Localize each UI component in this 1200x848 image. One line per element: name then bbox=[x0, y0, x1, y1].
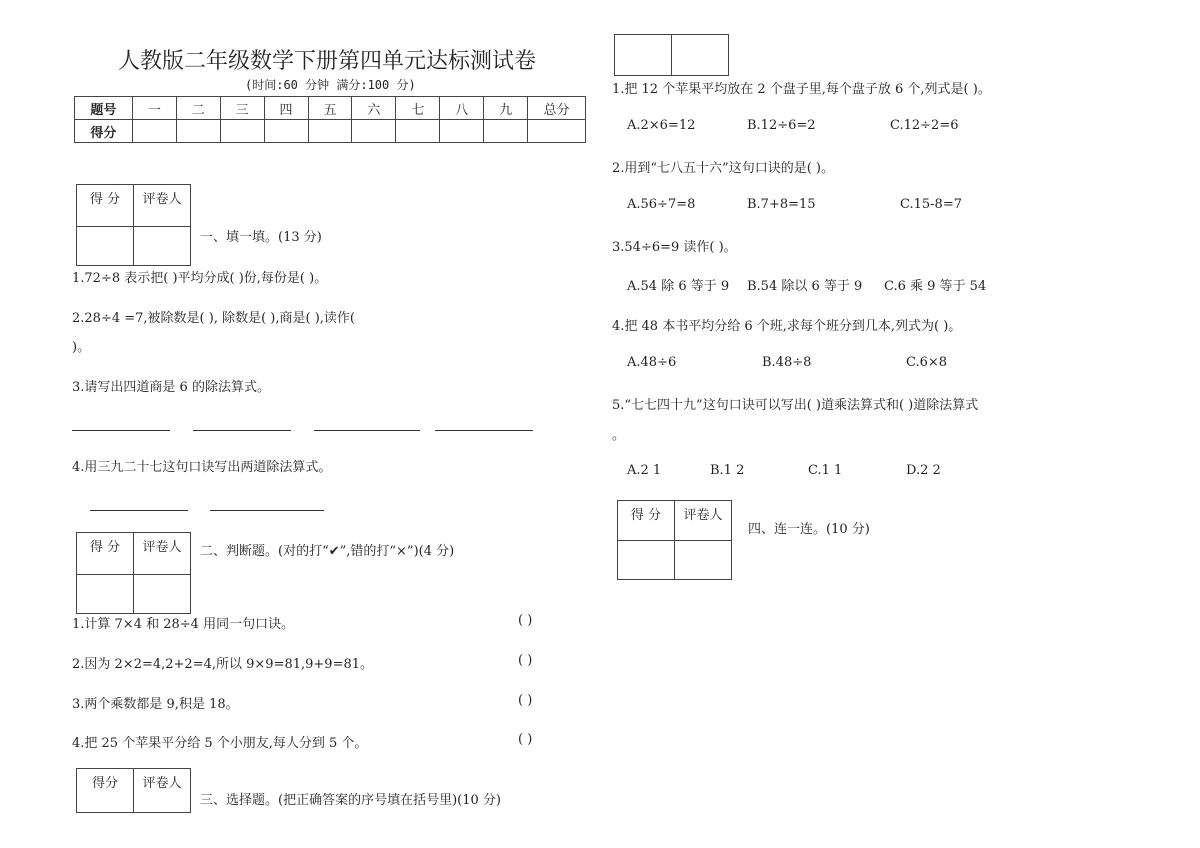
grader-score-cell[interactable] bbox=[615, 35, 672, 76]
score-table-cell: 总分 bbox=[528, 97, 586, 120]
choice-option[interactable]: C.1 1 bbox=[808, 463, 843, 478]
score-table-cell: 题号 bbox=[75, 97, 133, 120]
choice-option[interactable]: A.2×6=12 bbox=[627, 118, 696, 133]
choice-option[interactable]: D.2 2 bbox=[906, 463, 941, 478]
section1-q3: 3.请写出四道商是 6 的除法算式。 bbox=[72, 380, 270, 395]
section4-heading: 四、连一连。(10 分) bbox=[748, 522, 870, 537]
grader-box-section3 bbox=[76, 768, 191, 813]
grader-name-label: 评卷人 bbox=[134, 533, 191, 575]
section3-heading: 三、选择题。(把正确答案的序号填在括号里)(10 分) bbox=[200, 793, 501, 808]
grader-score-cell[interactable] bbox=[618, 541, 675, 580]
grader-name-cell[interactable] bbox=[675, 541, 732, 580]
choice-option[interactable]: B.7+8=15 bbox=[747, 197, 816, 212]
answer-parens[interactable]: ( ) bbox=[518, 732, 533, 747]
judge-item: 1.计算 7×4 和 28÷4 用同一句口诀。 bbox=[72, 617, 295, 632]
score-table-cell: 九 bbox=[484, 97, 528, 120]
section2-heading: 二、判断题。(对的打“✔”,错的打“×”)(4 分) bbox=[200, 544, 455, 559]
answer-line[interactable] bbox=[72, 430, 170, 431]
score-input-cell[interactable] bbox=[484, 120, 528, 143]
grader-name-cell[interactable] bbox=[134, 575, 191, 614]
score-table-cell: 得分 bbox=[75, 120, 133, 143]
section1-heading: 一、填一填。(13 分) bbox=[200, 230, 322, 245]
score-input-cell[interactable] bbox=[528, 120, 586, 143]
choice-option[interactable]: C.6×8 bbox=[906, 355, 948, 370]
section1-q2-line2: )。 bbox=[72, 340, 91, 355]
choice-q3-stem: 3.54÷6=9 读作( )。 bbox=[612, 240, 737, 255]
choice-q2-stem: 2.用到“七八五十六”这句口诀的是( )。 bbox=[612, 161, 834, 176]
choice-option[interactable]: C.15-8=7 bbox=[900, 197, 962, 212]
score-table-cell: 三 bbox=[220, 97, 264, 120]
score-input-cell[interactable] bbox=[396, 120, 440, 143]
grader-name-label: 评卷人 bbox=[134, 769, 191, 813]
score-table-score-row bbox=[75, 120, 586, 143]
score-table-cell: 二 bbox=[176, 97, 220, 120]
grader-score-cell[interactable] bbox=[77, 227, 134, 266]
choice-option[interactable]: A.56÷7=8 bbox=[627, 197, 696, 212]
choice-option[interactable]: A.48÷6 bbox=[627, 355, 677, 370]
answer-line[interactable] bbox=[210, 510, 324, 511]
grader-score-label: 得 分 bbox=[77, 185, 134, 227]
score-input-cell[interactable] bbox=[132, 120, 176, 143]
answer-line[interactable] bbox=[193, 430, 291, 431]
score-input-cell[interactable] bbox=[220, 120, 264, 143]
grader-box-section1 bbox=[76, 184, 191, 266]
page-subtitle: (时间:60 分钟 满分:100 分) bbox=[245, 78, 416, 92]
grader-name-label: 评卷人 bbox=[675, 501, 732, 541]
choice-option[interactable]: B.48÷8 bbox=[762, 355, 812, 370]
section1-q2-line1: 2.28÷4 =7,被除数是( ), 除数是( ),商是( ),读作( bbox=[72, 311, 355, 326]
score-input-cell[interactable] bbox=[308, 120, 352, 143]
choice-option[interactable]: B.1 2 bbox=[710, 463, 745, 478]
grader-box-section2 bbox=[76, 532, 191, 614]
grader-name-cell[interactable] bbox=[134, 227, 191, 266]
page-title: 人教版二年级数学下册第四单元达标测试卷 bbox=[118, 49, 537, 74]
judge-item: 4.把 25 个苹果平分给 5 个小朋友,每人分到 5 个。 bbox=[72, 736, 368, 751]
answer-line[interactable] bbox=[314, 430, 420, 431]
score-input-cell[interactable] bbox=[264, 120, 308, 143]
judge-item: 2.因为 2×2=4,2+2=4,所以 9×9=81,9+9=81。 bbox=[72, 657, 373, 672]
choice-option[interactable]: B.54 除以 6 等于 9 bbox=[747, 279, 863, 294]
choice-q1-stem: 1.把 12 个苹果平均放在 2 个盘子里,每个盘子放 6 个,列式是( )。 bbox=[612, 82, 991, 97]
grader-score-label: 得分 bbox=[77, 769, 134, 813]
grader-score-cell[interactable] bbox=[77, 575, 134, 614]
score-input-cell[interactable] bbox=[352, 120, 396, 143]
choice-option[interactable]: C.6 乘 9 等于 54 bbox=[884, 279, 987, 294]
grader-box-top-right bbox=[614, 34, 729, 76]
answer-line[interactable] bbox=[90, 510, 188, 511]
score-table-cell: 一 bbox=[132, 97, 176, 120]
score-table-header-row bbox=[75, 97, 586, 120]
answer-parens[interactable]: ( ) bbox=[518, 653, 533, 668]
score-input-cell[interactable] bbox=[440, 120, 484, 143]
score-input-cell[interactable] bbox=[176, 120, 220, 143]
section1-q4: 4.用三九二十七这句口诀写出两道除法算式。 bbox=[72, 460, 332, 475]
choice-q5-stem: 5.“七七四十九”这句口诀可以写出( )道乘法算式和( )道除法算式 bbox=[612, 398, 979, 413]
answer-parens[interactable]: ( ) bbox=[518, 613, 533, 628]
choice-q5-stem-line2: 。 bbox=[612, 428, 626, 443]
grader-score-label: 得 分 bbox=[618, 501, 675, 541]
score-table-cell: 八 bbox=[440, 97, 484, 120]
answer-parens[interactable]: ( ) bbox=[518, 693, 533, 708]
score-table bbox=[74, 96, 586, 143]
choice-q4-stem: 4.把 48 本书平均分给 6 个班,求每个班分到几本,列式为( )。 bbox=[612, 319, 962, 334]
choice-option[interactable]: C.12÷2=6 bbox=[890, 118, 959, 133]
score-table-cell: 六 bbox=[352, 97, 396, 120]
grader-box-section4 bbox=[617, 500, 732, 580]
grader-score-label: 得 分 bbox=[77, 533, 134, 575]
score-table-cell: 四 bbox=[264, 97, 308, 120]
grader-name-cell[interactable] bbox=[672, 35, 729, 76]
choice-option[interactable]: A.2 1 bbox=[627, 463, 662, 478]
answer-line[interactable] bbox=[435, 430, 533, 431]
choice-option[interactable]: B.12÷6=2 bbox=[747, 118, 816, 133]
grader-name-label: 评卷人 bbox=[134, 185, 191, 227]
score-table-cell: 七 bbox=[396, 97, 440, 120]
score-table-cell: 五 bbox=[308, 97, 352, 120]
choice-option[interactable]: A.54 除 6 等于 9 bbox=[627, 279, 730, 294]
section1-q1: 1.72÷8 表示把( )平均分成( )份,每份是( )。 bbox=[72, 271, 328, 286]
judge-item: 3.两个乘数都是 9,积是 18。 bbox=[72, 697, 239, 712]
